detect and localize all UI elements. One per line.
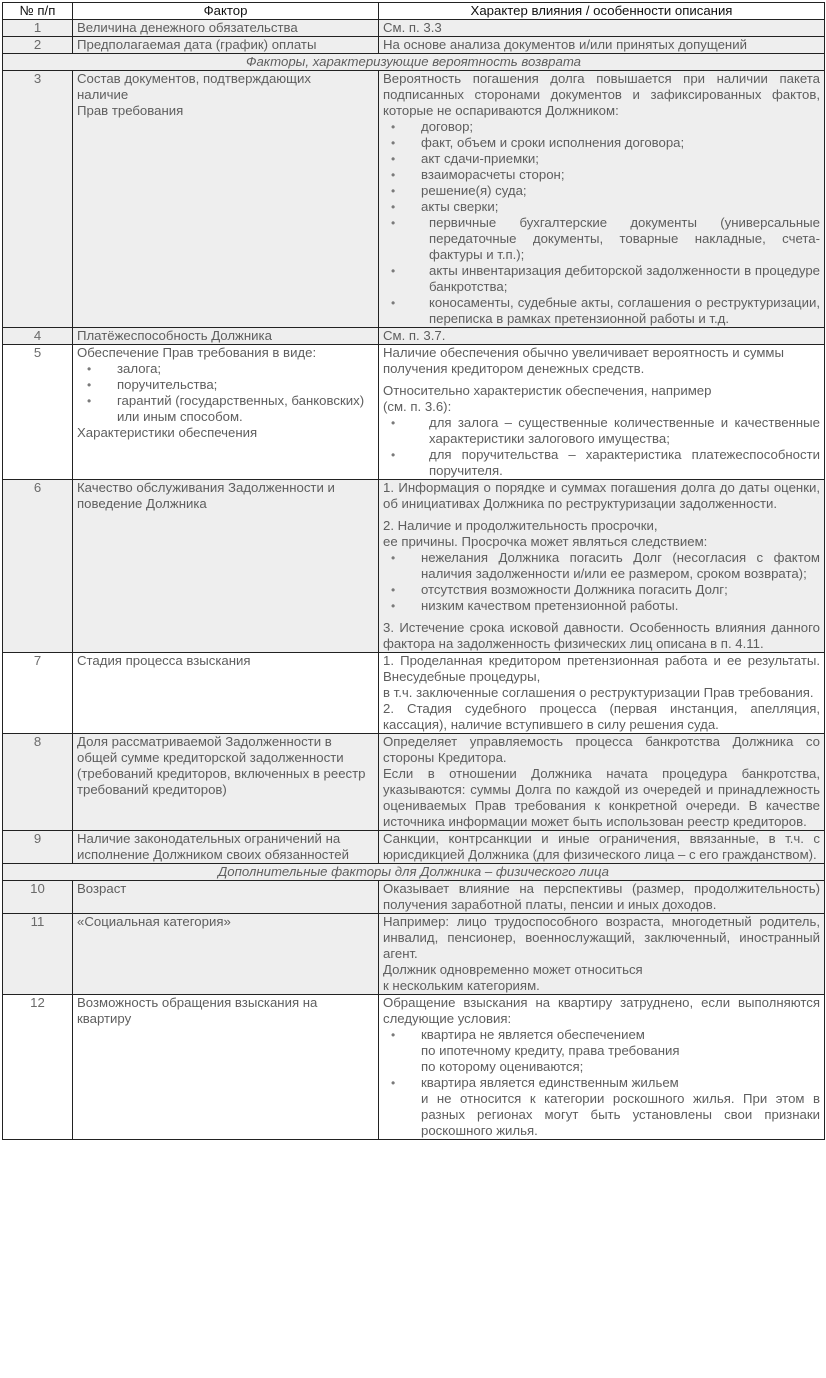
row-factor: Предполагаемая дата (график) оплаты (73, 37, 379, 54)
item-line: • квартира не является обеспечением (421, 1027, 645, 1042)
table-row (3, 20, 825, 37)
effect-para: Например: лицо трудоспособного возраста, многодетный родитель, инвалид, пенсионер, военнослужащий, заключенный, иностранный агент. (383, 914, 820, 961)
table-row (3, 995, 825, 1140)
effect-list (383, 1027, 820, 1139)
row-num: 8 (3, 734, 73, 831)
row-num: 9 (3, 831, 73, 864)
row-effect: См. п. 3.3 (379, 20, 825, 37)
row-num: 10 (3, 881, 73, 914)
effect-para: ее причины. Просрочка может являться следствием: (383, 534, 708, 549)
effect-list (383, 119, 820, 327)
list-item: • для залога – существенные количественные и качественные характеристики залогового имущества; (421, 415, 820, 447)
row-factor: Величина денежного обязательства (73, 20, 379, 37)
row-factor (73, 345, 379, 480)
section-title: Дополнительные факторы для Должника – физического лица (3, 864, 825, 881)
effect-para: Относительно характеристик обеспечения, например (383, 383, 712, 398)
row-factor (73, 71, 379, 328)
row-factor: Возможность обращения взыскания на квартиру (73, 995, 379, 1140)
list-item: • залога; (117, 361, 374, 377)
row-effect: Оказывает влияние на перспективы (размер, продолжительность) получения заработной платы, пенсии и иных доходов. (379, 881, 825, 914)
table-row (3, 831, 825, 864)
effect-para: 1. Информация о порядке и суммах погашения долга до даты оценки, об инициативах Должника по реструктуризации задолженности. (383, 480, 820, 511)
table-row (3, 345, 825, 480)
row-factor: «Социальная категория» (73, 914, 379, 995)
list-item: • акт сдачи-приемки; (421, 151, 820, 167)
list-item: • коносаменты, судебные акты, соглашения о реструктуризации, переписка в рамках претензионной работы и т.д. (421, 295, 820, 327)
row-effect: На основе анализа документов и/или принятых допущений (379, 37, 825, 54)
effect-para: Должник одновременно может относиться (383, 962, 643, 977)
table-row (3, 914, 825, 995)
effect-para: 3. Истечение срока исковой давности. Особенность влияния данного фактора на задолженность физических лиц описана в п. 4.11. (383, 620, 820, 651)
factors-table (2, 2, 825, 1140)
table-row (3, 653, 825, 734)
table-row (3, 37, 825, 54)
table-row (3, 881, 825, 914)
section-title: Факторы, характеризующие вероятность возврата (3, 54, 825, 71)
list-item: • факт, объем и сроки исполнения договора; (421, 135, 820, 151)
header-num: № п/п (3, 3, 73, 20)
effect-para: к нескольким категориям. (383, 978, 540, 993)
row-num: 1 (3, 20, 73, 37)
effect-intro: Обращение взыскания на квартиру затруднено, если выполняются следующие условия: (383, 995, 820, 1026)
effect-para: Если в отношении Должника начата процедура банкротства, указываются: суммы Долга по каждой из очередей и принадлежность оцениваемых Прав требования к конкретной очереди. В качестве источника информации может быть использован реестр кредиторов. (383, 766, 820, 829)
row-factor: Качество обслуживания Задолженности и поведение Должника (73, 480, 379, 653)
row-effect (379, 345, 825, 480)
list-item: • решение(я) суда; (421, 183, 820, 199)
row-effect (379, 480, 825, 653)
effect-list (383, 415, 820, 479)
item-line: по которому оцениваются; (421, 1059, 584, 1074)
effect-para: 2. Наличие и продолжительность просрочки, (383, 518, 658, 533)
item-line: по ипотечному кредиту, права требования (421, 1043, 680, 1058)
table-header-row (3, 3, 825, 20)
effect-list (383, 550, 820, 614)
table-row (3, 71, 825, 328)
row-factor: Доля рассматриваемой Задолженности в общей сумме кредиторской задолженности (требований кредиторов, включенных в реестр требований кредиторов) (73, 734, 379, 831)
list-item: • для поручительства – характеристика платежеспособности поручителя. (421, 447, 820, 479)
section-row (3, 54, 825, 71)
row-num: 5 (3, 345, 73, 480)
item-line: и не относится к категории роскошного жилья. При этом в разных регионах могут быть установлены свои признаки роскошного жилья. (421, 1091, 820, 1138)
factor-line: наличие (77, 87, 129, 102)
row-effect: Санкции, контрсанкции и иные ограничения, ввязанные, в т.ч. с юрисдикцией Должника (для физического лица – с его гражданством). (379, 831, 825, 864)
factor-list (77, 361, 374, 425)
effect-para: Определяет управляемость процесса банкротства Должника со стороны Кредитора. (383, 734, 820, 765)
effect-para: в т.ч. заключенные соглашения о реструктуризации Прав требования. (383, 685, 814, 700)
row-num: 4 (3, 328, 73, 345)
row-num: 2 (3, 37, 73, 54)
list-item: • гарантий (государственных, банковских) или иным способом. (117, 393, 374, 425)
table-row (3, 328, 825, 345)
list-item (421, 1027, 820, 1075)
list-item (421, 1075, 820, 1139)
row-effect (379, 995, 825, 1140)
effect-para: 2. Стадия судебного процесса (первая инстанция, апелляция, кассация), наличие вступившего в силу решения суда. (383, 701, 820, 732)
factor-intro: Обеспечение Прав требования в виде: (77, 345, 317, 360)
row-factor: Платёжеспособность Должника (73, 328, 379, 345)
row-effect (379, 653, 825, 734)
list-item: • договор; (421, 119, 820, 135)
document-page (2, 2, 824, 1140)
effect-para: 1. Проделанная кредитором претензионная работа и ее результаты. Внесудебные процедуры, (383, 653, 820, 684)
effect-intro: Вероятность погашения долга повышается при наличии пакета подписанных сторонами документов и зафиксированных фактов, которые не оспариваются Должником: (383, 71, 820, 118)
table-row (3, 480, 825, 653)
list-item: • низким качеством претензионной работы. (421, 598, 820, 614)
header-factor: Фактор (73, 3, 379, 20)
item-line: • квартира является единственным жильем (421, 1075, 679, 1090)
row-factor: Наличие законодательных ограничений на исполнение Должником своих обязанностей (73, 831, 379, 864)
factor-tail: Характеристики обеспечения (77, 425, 258, 440)
table-row (3, 734, 825, 831)
row-effect (379, 734, 825, 831)
row-num: 11 (3, 914, 73, 995)
row-effect (379, 914, 825, 995)
row-num: 12 (3, 995, 73, 1140)
list-item: • первичные бухгалтерские документы (универсальные передаточные документы, товарные накладные, счета-фактуры и т.п.); (421, 215, 820, 263)
list-item: • взаиморасчеты сторон; (421, 167, 820, 183)
row-factor: Возраст (73, 881, 379, 914)
factor-line: Прав требования (77, 103, 184, 118)
row-num: 6 (3, 480, 73, 653)
list-item: • поручительства; (117, 377, 374, 393)
row-factor: Стадия процесса взыскания (73, 653, 379, 734)
list-item: • нежелания Должника погасить Долг (несогласия с фактом наличия задолженности и/или ее размером, сроком возврата); (421, 550, 820, 582)
list-item: • акты инвентаризация дебиторской задолженности в процедуре банкротства; (421, 263, 820, 295)
row-effect (379, 71, 825, 328)
row-num: 3 (3, 71, 73, 328)
section-row (3, 864, 825, 881)
factor-line: Состав документов, подтверждающих (77, 71, 311, 86)
row-effect: См. п. 3.7. (379, 328, 825, 345)
effect-para: (см. п. 3.6): (383, 399, 452, 414)
list-item: • акты сверки; (421, 199, 820, 215)
row-num: 7 (3, 653, 73, 734)
effect-para: Наличие обеспечения обычно увеличивает вероятность и суммы получения кредитором денежных средств. (383, 345, 784, 376)
list-item: • отсутствия возможности Должника погасить Долг; (421, 582, 820, 598)
header-effect: Характер влияния / особенности описания (379, 3, 825, 20)
